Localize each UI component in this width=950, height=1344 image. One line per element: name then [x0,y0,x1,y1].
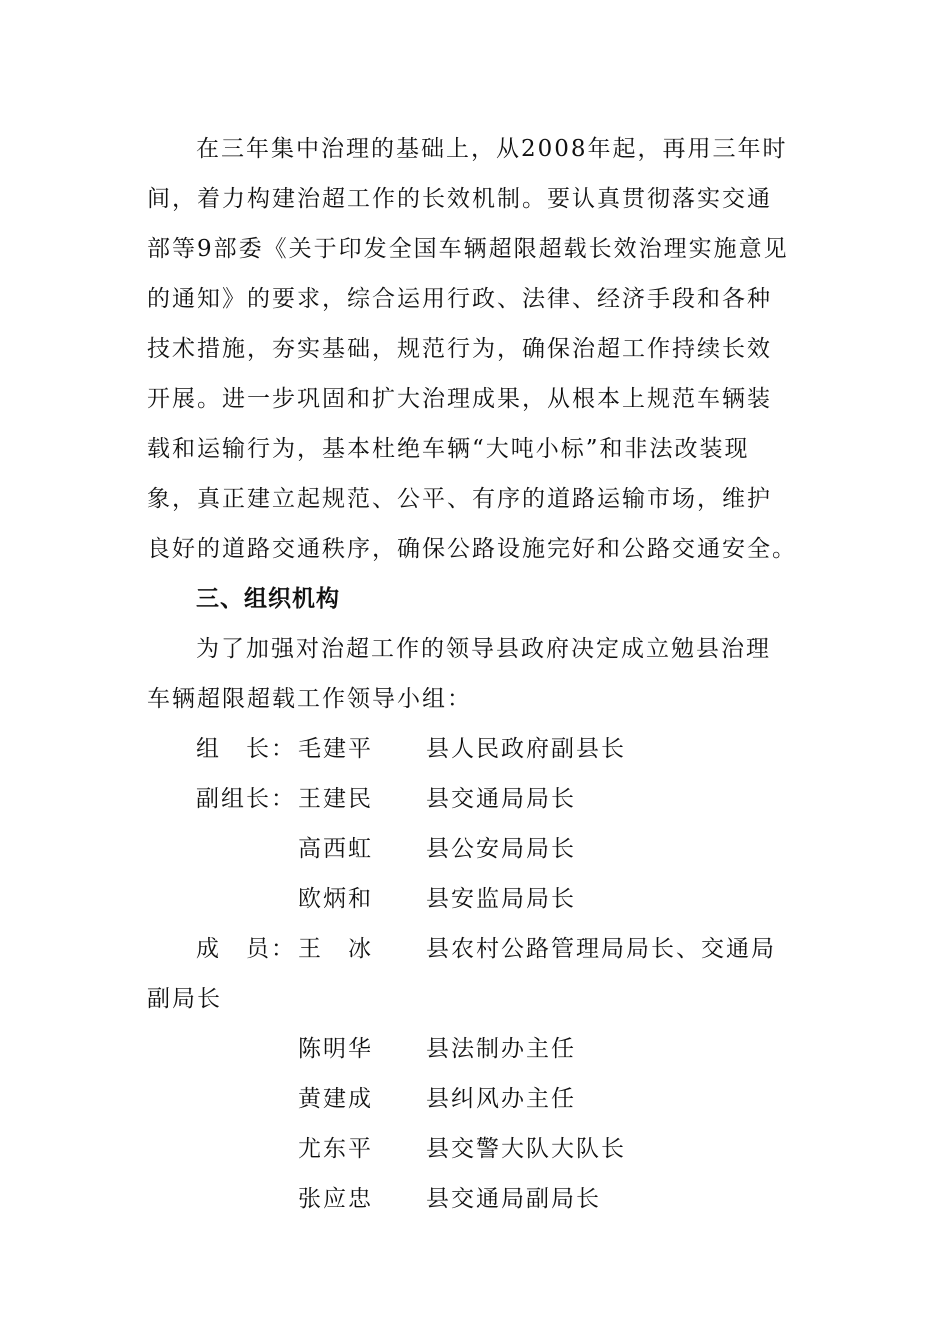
member-title: 县安监局局长 [426,886,576,912]
paragraph-line: 的通知》的要求，综合运用行政、法律、经济手段和各种 [147,286,772,312]
member-title: 县交通局副局长 [426,1186,601,1212]
member-role: 组 长： [196,736,296,762]
member-name: 尤东平 [298,1136,373,1162]
member-name: 高西虹 [298,836,373,862]
paragraph-line: 开展。进一步巩固和扩大治理成果，从根本上规范车辆装 [147,386,772,412]
paragraph-line: 良好的道路交通秩序，确保公路设施完好和公路交通安全。 [147,536,797,562]
member-title: 县公安局局长 [426,836,576,862]
paragraph-line: 车辆超限超载工作领导小组： [147,686,472,712]
paragraph-line: 为了加强对治超工作的领导县政府决定成立勉县治理 [196,636,771,662]
member-title: 县纠风办主任 [426,1086,576,1112]
member-name: 毛建平 [298,736,373,762]
member-name: 黄建成 [298,1086,373,1112]
paragraph-line: 部等9部委《关于印发全国车辆超限超载长效治理实施意见 [147,236,789,262]
paragraph-line: 象，真正建立起规范、公平、有序的道路运输市场，维护 [147,486,772,512]
paragraph-line: 载和运输行为，基本杜绝车辆“大吨小标”和非法改装现 [147,436,750,462]
member-name: 欧炳和 [298,886,373,912]
member-title: 县交警大队大队长 [426,1136,626,1162]
member-role: 成 员： [196,936,296,962]
member-title-wrap: 副局长 [147,986,222,1012]
member-title: 县交通局局长 [426,786,576,812]
section-heading: 三、组织机构 [196,586,340,612]
member-name: 王建民 [298,786,373,812]
paragraph-line: 在三年集中治理的基础上，从2008年起，再用三年时 [196,136,788,162]
member-role: 副组长： [196,786,296,812]
member-name: 王 冰 [298,936,373,962]
paragraph-line: 技术措施，夯实基础，规范行为，确保治超工作持续长效 [147,336,772,362]
member-name: 陈明华 [298,1036,373,1062]
member-title: 县法制办主任 [426,1036,576,1062]
member-title: 县农村公路管理局局长、交通局 [426,936,776,962]
paragraph-line: 间，着力构建治超工作的长效机制。要认真贯彻落实交通 [147,186,772,212]
member-title: 县人民政府副县长 [426,736,626,762]
member-name: 张应忠 [298,1186,373,1212]
